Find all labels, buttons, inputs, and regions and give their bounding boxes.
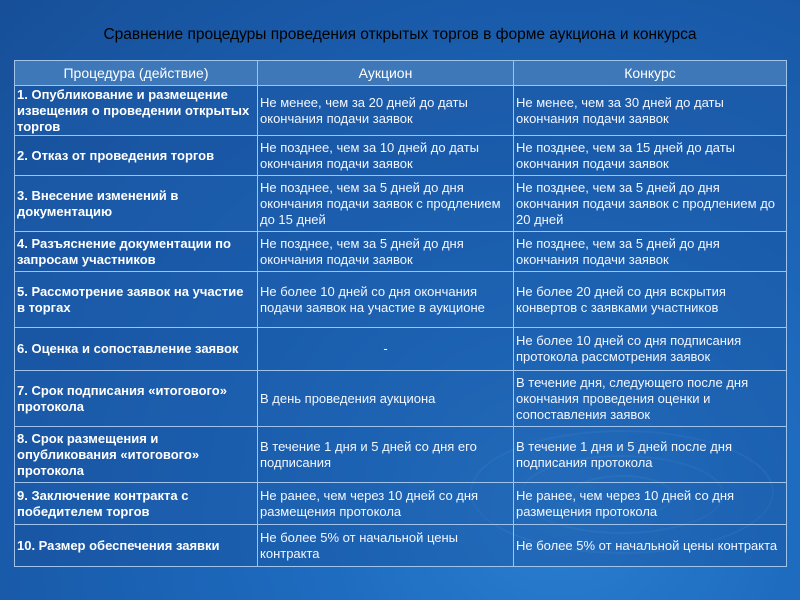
procedure-cell: 1. Опубликование и размещение извещения о проведении открытых торгов [15, 86, 258, 136]
procedure-cell: 8. Срок размещения и опубликования «итогового» протокола [15, 427, 258, 483]
contest-cell: Не позднее, чем за 15 дней до даты окончания подачи заявок [514, 136, 787, 176]
table-row [15, 136, 787, 176]
procedure-cell: 10. Размер обеспечения заявки [15, 525, 258, 567]
table-row [15, 525, 787, 567]
auction-cell: В течение 1 дня и 5 дней со дня его подписания [258, 427, 514, 483]
contest-cell: В течение дня, следующего после дня окончания проведения оценки и сопоставления заявок [514, 371, 787, 427]
auction-cell: Не позднее, чем за 5 дней до дня окончания подачи заявок [258, 232, 514, 272]
auction-cell: Не менее, чем за 20 дней до даты окончания подачи заявок [258, 86, 514, 136]
auction-cell: Не более 10 дней со дня окончания подачи заявок на участие в аукционе [258, 272, 514, 328]
procedure-cell: 4. Разъяснение документации по запросам участников [15, 232, 258, 272]
contest-cell: В течение 1 дня и 5 дней после дня подписания протокола [514, 427, 787, 483]
header-auction: Аукцион [258, 61, 514, 86]
table-row [15, 86, 787, 136]
contest-cell: Не позднее, чем за 5 дней до дня окончания подачи заявок с продлением до 20 дней [514, 176, 787, 232]
contest-cell: Не более 10 дней со дня подписания протокола рассмотрения заявок [514, 328, 787, 371]
table-row [15, 232, 787, 272]
table-row [15, 483, 787, 525]
contest-cell: Не ранее, чем через 10 дней со дня размещения протокола [514, 483, 787, 525]
auction-cell: Не ранее, чем через 10 дней со дня размещения протокола [258, 483, 514, 525]
procedure-cell: 9. Заключение контракта с победителем торгов [15, 483, 258, 525]
table-row [15, 427, 787, 483]
procedure-cell: 6. Оценка и сопоставление заявок [15, 328, 258, 371]
table-row [15, 371, 787, 427]
slide-title: Сравнение процедуры проведения открытых торгов в форме аукциона и конкурса [103, 26, 697, 43]
procedure-cell: 2. Отказ от проведения торгов [15, 136, 258, 176]
contest-cell: Не менее, чем за 30 дней до даты окончания подачи заявок [514, 86, 787, 136]
table-row [15, 272, 787, 328]
auction-cell: Не более 5% от начальной цены контракта [258, 525, 514, 567]
auction-cell: Не позднее, чем за 10 дней до даты окончания подачи заявок [258, 136, 514, 176]
auction-cell: В день проведения аукциона [258, 371, 514, 427]
auction-cell: - [258, 328, 514, 371]
procedure-cell: 3. Внесение изменений в документацию [15, 176, 258, 232]
table-header-row [15, 61, 787, 86]
header-procedure: Процедура (действие) [15, 61, 258, 86]
table-row [15, 328, 787, 371]
procedure-cell: 5. Рассмотрение заявок на участие в торгах [15, 272, 258, 328]
contest-cell: Не более 20 дней со дня вскрытия конвертов с заявками участников [514, 272, 787, 328]
contest-cell: Не более 5% от начальной цены контракта [514, 525, 787, 567]
procedure-cell: 7. Срок подписания «итогового» протокола [15, 371, 258, 427]
comparison-table [14, 60, 787, 567]
contest-cell: Не позднее, чем за 5 дней до дня окончания подачи заявок [514, 232, 787, 272]
auction-cell: Не позднее, чем за 5 дней до дня окончания подачи заявок с продлением до 15 дней [258, 176, 514, 232]
header-contest: Конкурс [514, 61, 787, 86]
table-row [15, 176, 787, 232]
